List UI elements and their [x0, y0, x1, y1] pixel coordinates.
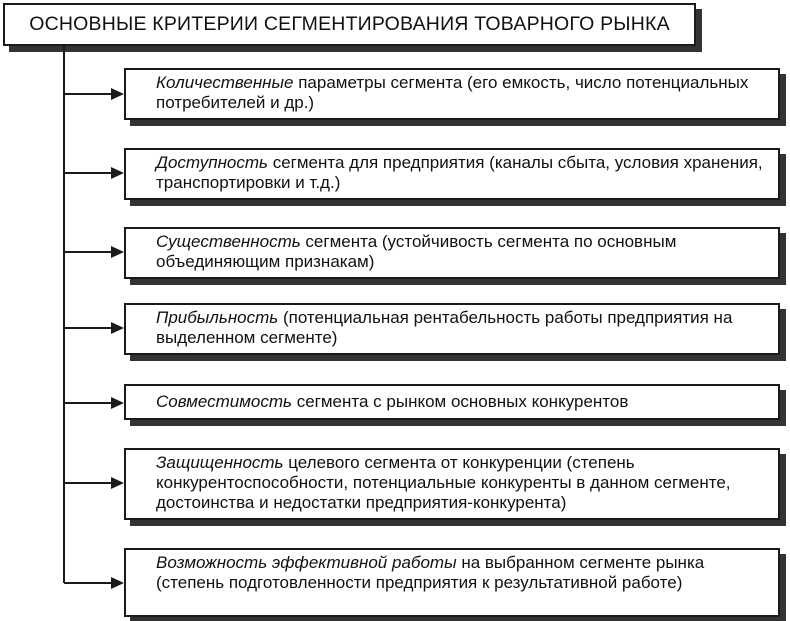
criterion-box-protection: [124, 448, 780, 520]
criterion-term: Существенность: [156, 232, 301, 251]
diagram-title-box: [3, 3, 696, 46]
criterion-box-significance: [124, 227, 780, 279]
criterion-term: Защищенность: [156, 453, 284, 472]
connector-arrow-6: [64, 482, 112, 484]
criterion-term: Количественные: [156, 73, 294, 92]
criterion-term: Совместимость: [156, 392, 292, 411]
criterion-description: сегмента для предприятия (каналы сбыта, условия хранения, транспортировки и т.д.): [156, 153, 763, 192]
criterion-box-profitability: [124, 303, 780, 355]
criterion-term: Прибыльность: [156, 308, 279, 327]
criterion-description: сегмента (устойчивость сегмента по основным объединяющим признакам): [156, 232, 677, 271]
criterion-description: (потенциальная рентабельность работы предприятия на выделенном сегменте): [156, 308, 733, 347]
diagram-title: ОСНОВНЫЕ КРИТЕРИИ СЕГМЕНТИРОВАНИЯ ТОВАРНОГО РЫНКА: [29, 13, 670, 35]
criterion-box-compatibility: [124, 384, 780, 420]
connector-arrow-4: [64, 327, 112, 329]
connector-arrow-7: [64, 582, 112, 584]
criterion-description: на выбранном сегменте рынка (степень подготовленности предприятия к результативной работе): [156, 553, 705, 592]
connector-arrow-5: [64, 402, 112, 404]
criterion-box-quantitative: [124, 68, 780, 120]
criterion-term: Доступность: [156, 153, 268, 172]
criterion-box-accessibility: [124, 148, 780, 200]
criterion-description: целевого сегмента от конкуренции (степень конкурентоспособности, потенциальные конкуренты в данном сегменте, достоинства и недостатки предприятия-конкурента): [156, 453, 731, 512]
connector-trunk-line: [63, 46, 65, 583]
criterion-term: Возможность эффективной работы: [156, 553, 457, 572]
criterion-box-efficiency: [124, 548, 780, 617]
connector-arrow-1: [64, 93, 112, 95]
criterion-description: сегмента с рынком основных конкурентов: [291, 392, 629, 411]
connector-arrow-2: [64, 172, 112, 174]
connector-arrow-3: [64, 251, 112, 253]
criterion-description: параметры сегмента (его емкость, число потенциальных потребителей и др.): [156, 73, 749, 112]
